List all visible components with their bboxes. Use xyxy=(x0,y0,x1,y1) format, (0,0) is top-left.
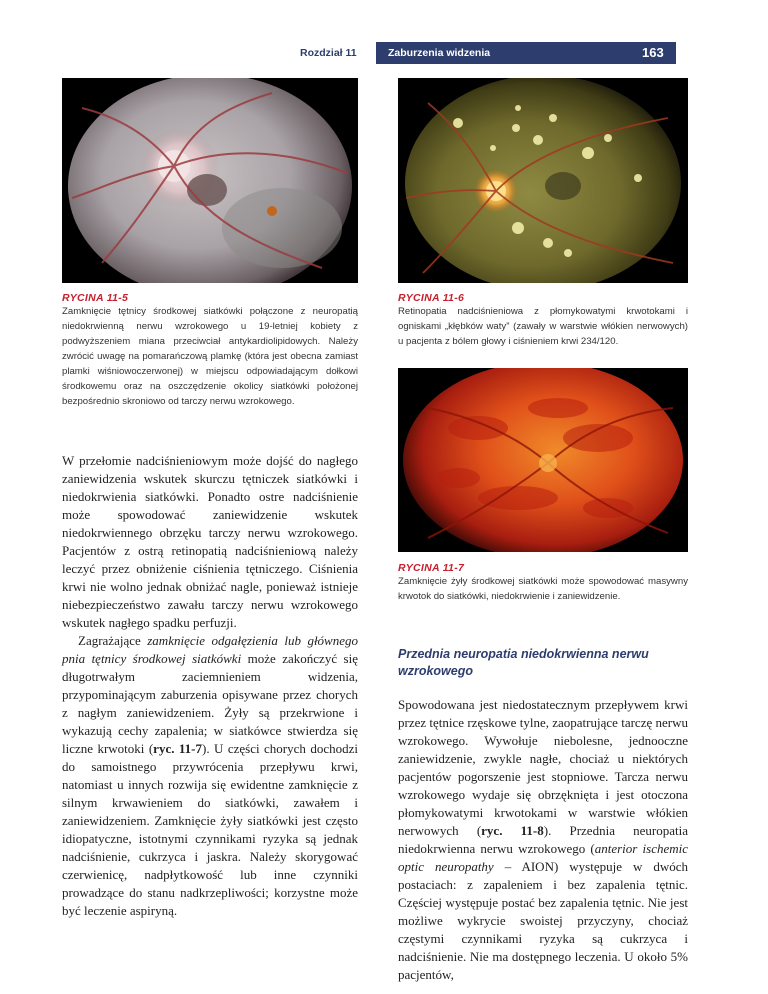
figure-11-6-caption: Retinopatia nadciśnieniowa z płomykowatymi krwotokami i ogniskami „kłębków waty” (zawały w warstwie włókien nerwowych) u pacjenta z bólem głowy i ciśnieniem krwi 234/120. xyxy=(398,306,688,347)
paragraph-artery-occlusion: Zagrażające zamknięcie odgałęzienia lub głównego pnia tętnicy środkowej siatkówki może zakończyć się długotrwałym zaciemnieniem widzenia, przypominającym zaburzenia opisywane przez chorych z nagłym zaniewidzeniem. Żyły są przekrwione i wykazują cechy zapalenia; w siatkówce stwierdza się liczne krwotoki (ryc. 11-7). U części chorych dochodzi do samoistnego przywrócenia przepływu krwi, natomiast u innych rozwija się ewidentne zamknięcie z silnym krwawieniem do siatkówki, zawałem i zaniewidzeniem. Zamknięcie żyły siatkówki jest często idiopatyczne, istotnymi czynnikami ryzyka są jednak nadciśnienie, cukrzyca i jaskra. Należy skorygować czerwienicę, nadpłytkowość lub inne czynniki prowadzące do stanu nadkrzepliwości; korzystne może być leczenie aspiryną. xyxy=(62,633,358,918)
figure-11-7-caption: Zamknięcie żyły środkowej siatkówki może spowodować masywny krwotok do siatkówki, niedokrwienie i zaniewidzenie. xyxy=(398,576,688,602)
header-divider xyxy=(376,42,378,64)
header-title: Zaburzenia widzenia xyxy=(388,47,491,59)
paragraph-aion: Spowodowana jest niedostatecznym przepływem krwi przez tętnice rzęskowe tylne, zaopatrujące tarczę nerwu wzrokowego. Wywołuje niebolesne, jednooczne zaniewidzenie, zwykle nagłe, chociaż u niektórych pacjentów pogorszenie jest stopniowe. Tarcza nerwu wzrokowego wydaje się obrzęknięta i jest otoczona płomykowatymi krwotokami w warstwie włókien nerwowych (ryc. 11-8). Przednia neuropatia niedokrwienna nerwu wzrokowego (anterior ischemic optic neuropathy – AION) występuje w dwóch postaciach: z zapaleniem i bez zapalenia tętnic. Częściej występuje postać bez zapalenia tętnic. Nie jest możliwe wykrycie swoistej przyczyny, chociaż częstymi czynnikami ryzyka są cukrzyca i nadciśnienie. Nie ma dostępnego leczenia. U około 5% pacjentów, xyxy=(398,697,688,982)
left-column-text xyxy=(62,452,358,920)
page-number: 163 xyxy=(642,45,664,60)
paragraph-hypertensive-crisis: W przełomie nadciśnieniowym może dojść do nagłego zaniewidzenia wskutek skurczu tętniczek siatkówki i niedokrwienia siatkówki. Ponadto ostre nadciśnienie może spowodować zaniewidzenie wskutek niedokrwiennego obrzęku tarczy nerwu wzrokowego. Pacjentów z ostrą retinopatią nadciśnieniową należy leczyć przez obniżenie ciśnienia tętniczego. Ciśnienia krwi nie wolno jednak obniżać nagle, ponieważ istnieje niebezpieczeństwo zawału tarczy nerwu wzrokowego wskutek nagłego spadku perfuzji. xyxy=(62,453,358,630)
figure-reference: ryc. 11-8 xyxy=(481,823,544,838)
figure-11-5-label: RYCINA 11-5 xyxy=(62,292,129,304)
right-column-text xyxy=(398,696,688,984)
figure-11-6-photo xyxy=(398,78,688,283)
header-chapter: Rozdział 11 xyxy=(300,47,357,59)
section-heading: Przednia neuropatia niedokrwienna nerwu wzrokowego xyxy=(398,647,649,678)
figure-11-7-photo xyxy=(398,368,688,552)
figure-11-5-caption: Zamknięcie tętnicy środkowej siatkówki połączone z neuropatią niedokrwienną nerwu wzrokowego u 19-letniej kobiety z podwyższeniem miana przeciwciał antykardiolipidowych. Należy zwrócić uwagę na pomarańczową plamkę (która jest obecna zamiast plamki wiśniowoczerwonej) w miejscu odpowiadającym dołkowi środkowemu oraz na oszczędzenie okolicy siatkówki położonej bezpośrednio skroniowo od tarczy nerwu wzrokowego. xyxy=(62,306,358,407)
figure-reference: ryc. 11-7 xyxy=(153,741,203,756)
figure-11-6-label: RYCINA 11-6 xyxy=(398,292,465,304)
figure-11-5-photo xyxy=(62,78,358,283)
figure-11-7-label: RYCINA 11-7 xyxy=(398,562,465,574)
